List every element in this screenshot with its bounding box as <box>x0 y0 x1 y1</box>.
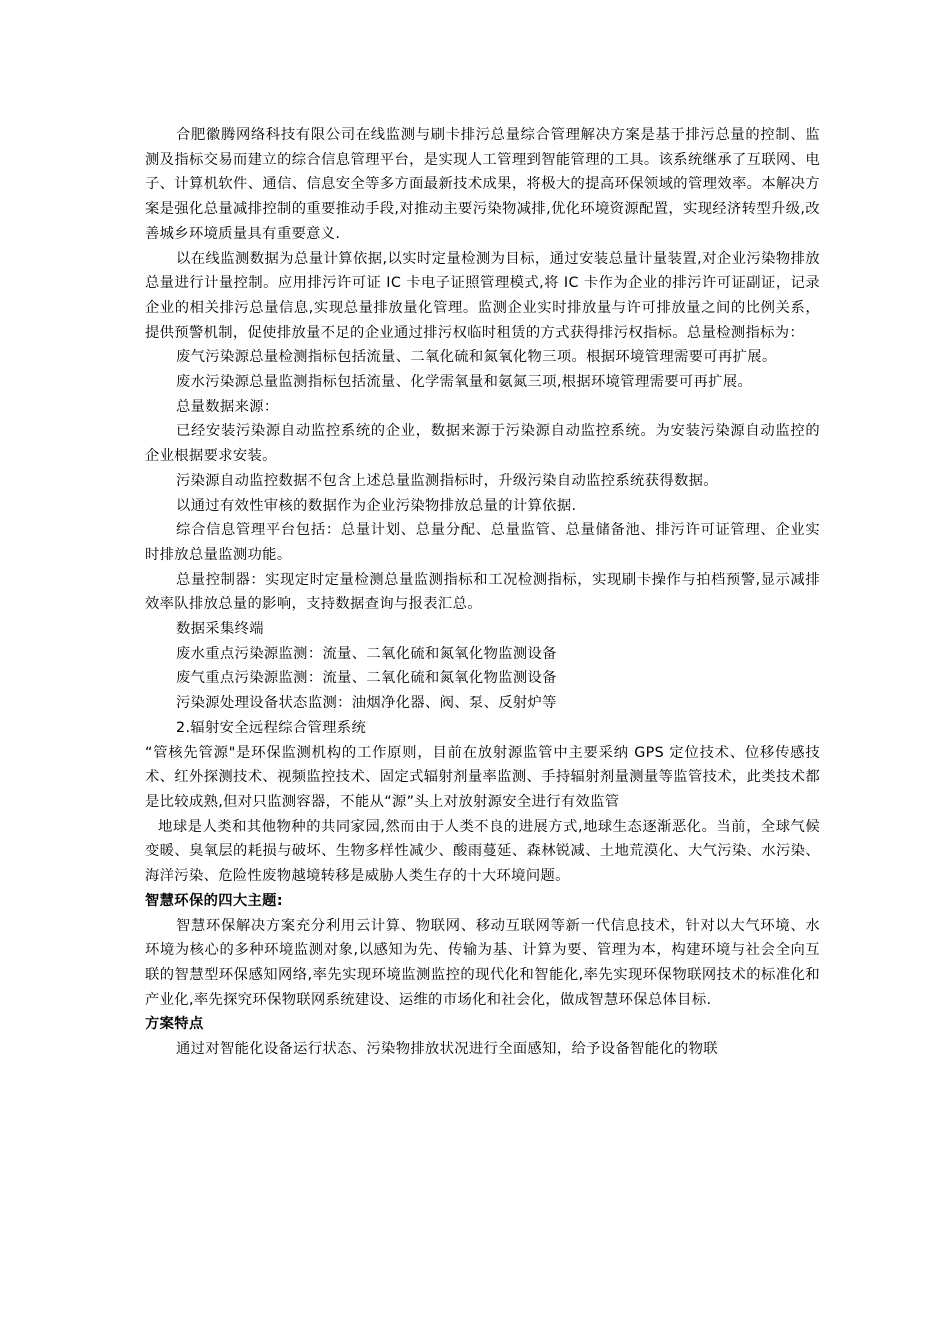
section-heading-features: 方案特点 <box>145 1016 204 1033</box>
paragraph-radiation: “管核先管源"是环保监测机构的工作原则，目前在放射源监管中主要采纳 GPS 定位技术、位移传感技术、红外探测技术、视频监控技术、固定式辐射剂量率监测、手持辐射剂量测量等监管技术，此类技术都是比较成熟,但对只监测容器，不能从“源”头上对放射源安全进行有效监管 <box>145 744 820 810</box>
section-heading-smart-environment: 智慧环保的四大主题: <box>145 892 283 909</box>
paragraph-data-source-1: 已经安装污染源自动监控系统的企业，数据来源于污染源自动监控系统。为安装污染源自动监控的企业根据要求安装。 <box>145 423 820 465</box>
paragraph-equipment-monitoring: 污染源处理设备状态监测：油烟净化器、阀、泵、反射炉等 <box>176 695 557 712</box>
paragraph-wastewater-monitoring: 废水重点污染源监测：流量、二氧化硫和氮氧化物监测设备 <box>176 645 557 662</box>
paragraph-features: 通过对智能化设备运行状态、污染物排放状况进行全面感知，给予设备智能化的物联 <box>176 1041 718 1058</box>
document-body <box>145 123 820 1062</box>
paragraph-exhaust-gas-indicators: 废气污染源总量检测指标包括流量、二氧化硫和氮氧化物三项。根据环境管理需要可再扩展。 <box>176 349 777 366</box>
paragraph-data-source-heading: 总量数据来源： <box>176 398 279 415</box>
paragraph-smart-environment: 智慧环保解决方案充分利用云计算、物联网、移动互联网等新一代信息技术，针对以大气环境、水环境为核心的多种环境监测对象,以感知为先、传输为基、计算为要、管理为本，构建环境与社会全向互联的智慧型环保感知网络,率先实现环境监测监控的现代化和智能化,率先实现环保物联网技术的标准化和产业化,率先探究环保物联网系统建设、运维的市场化和社会化，做成智慧环保总体目标. <box>145 917 820 1008</box>
paragraph-wastewater-indicators: 废水污染源总量监测指标包括流量、化学需氧量和氨氮三项,根据环境管理需要可再扩展。 <box>176 374 753 391</box>
paragraph-earth: 地球是人类和其他物种的共同家园,然而由于人类不良的进展方式,地球生态逐渐恶化。当前，全球气候变暖、臭氧层的耗损与破坏、生物多样性减少、酸雨蔓延、森林锐减、土地荒漠化、大气污染、水污染、海洋污染、危险性废物越境转移是威胁人类生存的十大环境问题。 <box>145 818 820 885</box>
paragraph-monitoring-basis: 以在线监测数据为总量计算依据,以实时定量检测为目标，通过安装总量计量装置,对企业污染物排放总量进行计量控制。应用排污许可证 IC 卡电子证照管理模式,将 IC 卡作为企业的排污许可证副证，记录企业的相关排污总量信息,实现总量排放量化管理。监测企业实时排放量与许可排放量之间的比例关系，提供预警机制，促使排放量不足的企业通过排污权临时租赁的方式获得排污权指标。总量检测指标为： <box>145 250 820 341</box>
paragraph-exhaust-monitoring: 废气重点污染源监测：流量、二氧化硫和氮氧化物监测设备 <box>176 670 557 687</box>
paragraph-data-source-3: 以通过有效性审核的数据作为企业污染物排放总量的计算依据. <box>176 497 577 514</box>
paragraph-intro: 合肥徽腾网络科技有限公司在线监测与刷卡排污总量综合管理解决方案是基于排污总量的控制、监测及指标交易而建立的综合信息管理平台，是实现人工管理到智能管理的工具。该系统继承了互联网、电子、计算机软件、通信、信息安全等多方面最新技术成果，将极大的提高环保领域的管理效率。本解决方案是强化总量减排控制的重要推动手段,对推动主要污染物减排,优化环境资源配置，实现经济转型升级,改善城乡环境质量具有重要意义. <box>145 127 820 242</box>
paragraph-controller: 总量控制器：实现定时定量检测总量监测指标和工况检测指标，实现刷卡操作与拍档预警,显示减排效率队排放总量的影响，支持数据查询与报表汇总。 <box>145 571 820 613</box>
paragraph-data-source-2: 污染源自动监控数据不包含上述总量监测指标时，升级污染自动监控系统获得数据。 <box>176 472 718 489</box>
paragraph-platform-features: 综合信息管理平台包括：总量计划、总量分配、总量监管、总量储备池、排污许可证管理、企业实时排放总量监测功能。 <box>145 522 820 563</box>
paragraph-terminal-heading: 数据采集终端 <box>176 621 264 638</box>
section-heading-radiation: 2.辐射安全远程综合管理系统 <box>176 719 367 736</box>
